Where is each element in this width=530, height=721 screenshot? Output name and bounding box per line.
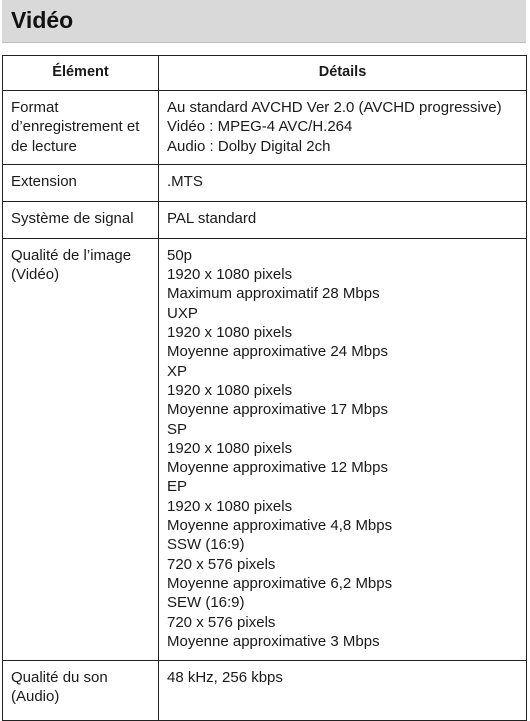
table-header-row	[3, 56, 527, 91]
detail-line: EP	[167, 478, 188, 496]
detail-line: SEW (16:9)	[167, 594, 245, 612]
element-cell	[3, 91, 159, 165]
detail-line: PAL standard	[167, 209, 257, 227]
table-row-sound-quality	[3, 660, 527, 720]
table-row-extension	[3, 164, 527, 201]
detail-line: 1920 x 1080 pixels	[167, 439, 293, 457]
detail-line: UXP	[167, 304, 198, 322]
detail-line: 1920 x 1080 pixels	[167, 381, 293, 399]
detail-line: Vidéo : MPEG-4 AVC/H.264	[167, 118, 353, 136]
element-line: (Vidéo)	[11, 266, 60, 284]
table-row-image-quality	[3, 238, 527, 660]
detail-line: Moyenne approximative 24 Mbps	[167, 343, 388, 361]
detail-line: 720 x 576 pixels	[167, 613, 276, 631]
element-line: Extension	[11, 172, 77, 190]
detail-line: 720 x 576 pixels	[167, 555, 276, 573]
detail-line: Moyenne approximative 12 Mbps	[167, 459, 388, 477]
element-cell	[3, 201, 159, 238]
element-cell	[3, 164, 159, 201]
element-line: d’enregistrement et	[11, 118, 140, 136]
table-row-format	[3, 91, 527, 165]
detail-line: .MTS	[167, 172, 203, 190]
element-cell	[3, 238, 159, 660]
details-cell	[159, 201, 527, 238]
detail-line: 48 kHz, 256 kbps	[167, 668, 283, 686]
detail-line: Moyenne approximative 6,2 Mbps	[167, 574, 393, 592]
detail-line: Moyenne approximative 17 Mbps	[167, 401, 388, 419]
column-header-details: Détails	[159, 56, 527, 91]
detail-line: Maximum approximatif 28 Mbps	[167, 285, 380, 303]
page-title: Vidéo	[11, 7, 74, 33]
detail-line: SSW (16:9)	[167, 536, 245, 554]
detail-line: 1920 x 1080 pixels	[167, 266, 293, 284]
element-line: (Audio)	[11, 688, 60, 706]
details-cell	[159, 91, 527, 165]
details-cell	[159, 660, 527, 720]
details-cell	[159, 238, 527, 660]
detail-line: Au standard AVCHD Ver 2.0 (AVCHD progressive)	[167, 99, 502, 116]
detail-line: XP	[167, 362, 188, 380]
detail-line: 1920 x 1080 pixels	[167, 324, 293, 342]
element-line: Qualité du son	[11, 668, 108, 686]
element-line: Format	[11, 99, 59, 116]
column-header-element: Élément	[3, 56, 159, 91]
element-line: Système de signal	[11, 209, 134, 227]
element-cell	[3, 660, 159, 720]
detail-line: Moyenne approximative 3 Mbps	[167, 632, 380, 650]
spec-table	[2, 55, 527, 721]
table-row-signal	[3, 201, 527, 238]
detail-line: Moyenne approximative 4,8 Mbps	[167, 517, 393, 535]
element-line: de lecture	[11, 137, 77, 155]
element-line: Qualité de l’image	[11, 246, 132, 264]
detail-line: 50p	[167, 246, 193, 264]
page-header	[2, 0, 526, 43]
details-cell	[159, 164, 527, 201]
detail-line: Audio : Dolby Digital 2ch	[167, 137, 331, 155]
detail-line: SP	[167, 420, 188, 438]
detail-line: 1920 x 1080 pixels	[167, 497, 293, 515]
